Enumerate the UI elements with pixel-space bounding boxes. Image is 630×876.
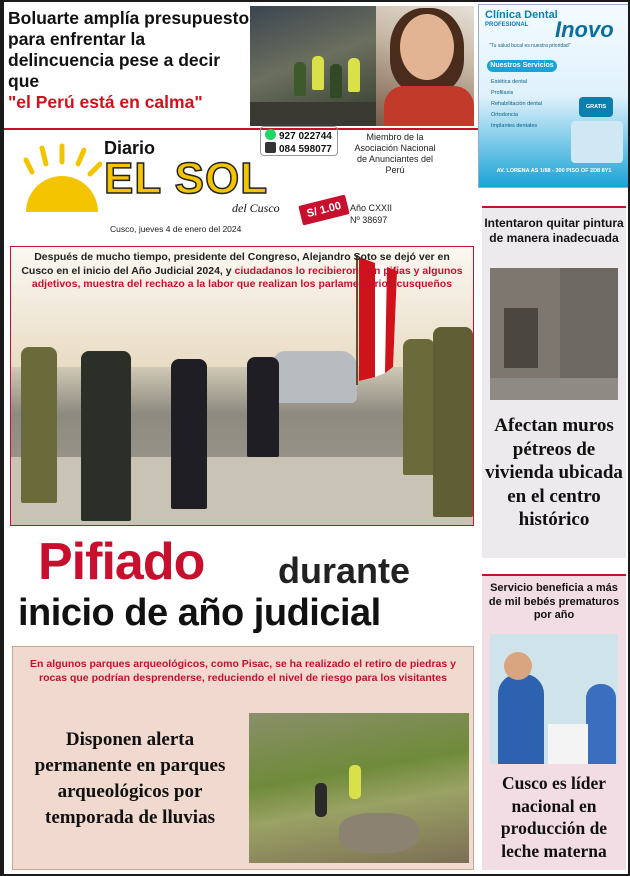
price-tag: S/ 1.00 xyxy=(298,194,349,225)
contact-phones[interactable] xyxy=(260,126,338,156)
masthead-diario: Diario xyxy=(104,138,156,158)
top-story-headline-text: Boluarte amplía presupuesto para enfrentar la delincuencia pese a decir que xyxy=(8,8,250,91)
dateline: Cusco, jueves 4 de enero del 2024 xyxy=(110,224,242,234)
side-story-2-photo xyxy=(490,634,618,764)
sun-logo-icon xyxy=(22,142,102,222)
top-story-headline[interactable] xyxy=(8,8,254,113)
main-story-caption xyxy=(19,251,465,292)
side-story-1-body: Afectan muros pétreos de vivienda ubicada en el centro histórico xyxy=(485,415,623,530)
bottom-story-box[interactable] xyxy=(12,646,474,870)
person-figure xyxy=(171,359,207,509)
top-story-quote: "el Perú está en calma" xyxy=(8,92,203,112)
masthead-title[interactable]: EL SOL xyxy=(104,154,269,203)
top-divider xyxy=(4,128,480,130)
side-story-1-photo xyxy=(490,268,618,400)
side-story-1-title: Intentaron quitar pintura de manera inadecuada xyxy=(484,216,624,245)
ad-photo-dentist xyxy=(571,121,623,163)
newspaper-front-page xyxy=(4,2,628,874)
person-figure xyxy=(247,357,279,457)
general-figure xyxy=(81,351,131,521)
ad-title: Clínica Dental xyxy=(485,9,558,21)
side-story-2[interactable] xyxy=(482,574,626,870)
main-headline-red[interactable]: Pifiado xyxy=(38,533,205,591)
bottom-story-caption: En algunos parques arqueológicos, como Pisac, se ha realizado el retiro de piedras y rocas que podrían desprenderse, reduciendo el nivel de riesgo para los visitantes xyxy=(30,658,456,684)
side-story-1[interactable] xyxy=(482,206,626,558)
top-story-photo-police xyxy=(250,6,390,126)
masthead-subtitle: del Cusco xyxy=(232,201,280,215)
bottom-story-photo xyxy=(249,713,469,863)
soldier-figure xyxy=(403,339,435,475)
ad-services-list xyxy=(491,77,542,132)
ad-service-item: Ortodoncia xyxy=(491,112,518,118)
soldier-figure xyxy=(21,347,57,503)
worker-figure xyxy=(315,783,327,817)
ad-logo: Inovo xyxy=(555,17,614,42)
caption-text: Después de mucho tiempo, presidente del Congreso, Alejandro Soto se dejó ver en Cusco en el inicio del Año Judicial 2024, y xyxy=(21,251,450,277)
ad-service-item: Rehabilitación dental xyxy=(491,101,543,107)
car xyxy=(273,351,357,403)
issue-year: Año CXXII xyxy=(350,203,393,213)
portrait-jacket xyxy=(384,86,474,126)
ad-tagline: "Tu salud bucal es nuestra prioridad" xyxy=(489,43,571,49)
association-membership: Miembro de la Asociación Nacional de Anunciantes del Perú xyxy=(354,132,436,175)
ad-service-item: Implantes dentales xyxy=(491,123,538,129)
portrait-face xyxy=(400,14,454,80)
main-headline-line2[interactable]: inicio de año judicial xyxy=(18,592,381,634)
phone-number: 084 598077 xyxy=(279,144,332,155)
dental-clinic-ad[interactable] xyxy=(478,4,628,188)
side-story-2-body: Cusco es líder nacional en producción de leche materna xyxy=(500,773,608,861)
caption-highlight: ciudadanos lo recibieron con pifias y algunos adjetivos, muestra del rechazo a la labor que realizan los parlamentarios cusqueños xyxy=(31,264,463,290)
whatsapp-icon xyxy=(265,129,276,140)
phone-icon xyxy=(265,142,276,153)
side-story-2-title: Servicio beneficia a más de mil bebés prematuros por año xyxy=(488,582,620,621)
worker-figure xyxy=(349,765,361,799)
main-headline-rest[interactable]: durante xyxy=(278,550,411,591)
main-story-photo[interactable] xyxy=(10,246,474,526)
phone-number: 927 022744 xyxy=(279,131,332,142)
issue-info xyxy=(350,202,392,226)
ad-services-label: Nuestros Servicios xyxy=(487,60,557,72)
soldier-figure xyxy=(433,327,473,517)
ad-service-item: Estética dental xyxy=(491,79,528,85)
ad-address: AV. LORENA AS 1/88 - 300 PISO OF 2D8 8Y1 xyxy=(496,168,612,174)
bottom-story-title[interactable]: Disponen alerta permanente en parques arqueológicos por temporada de lluvias xyxy=(34,729,226,828)
ad-subtitle: PROFESIONAL xyxy=(485,22,529,28)
ad-service-item: Profilaxis xyxy=(491,90,514,96)
ad-badge: GRATIS xyxy=(579,97,613,117)
rocks xyxy=(339,813,419,853)
issue-number: Nº 38697 xyxy=(350,215,388,225)
